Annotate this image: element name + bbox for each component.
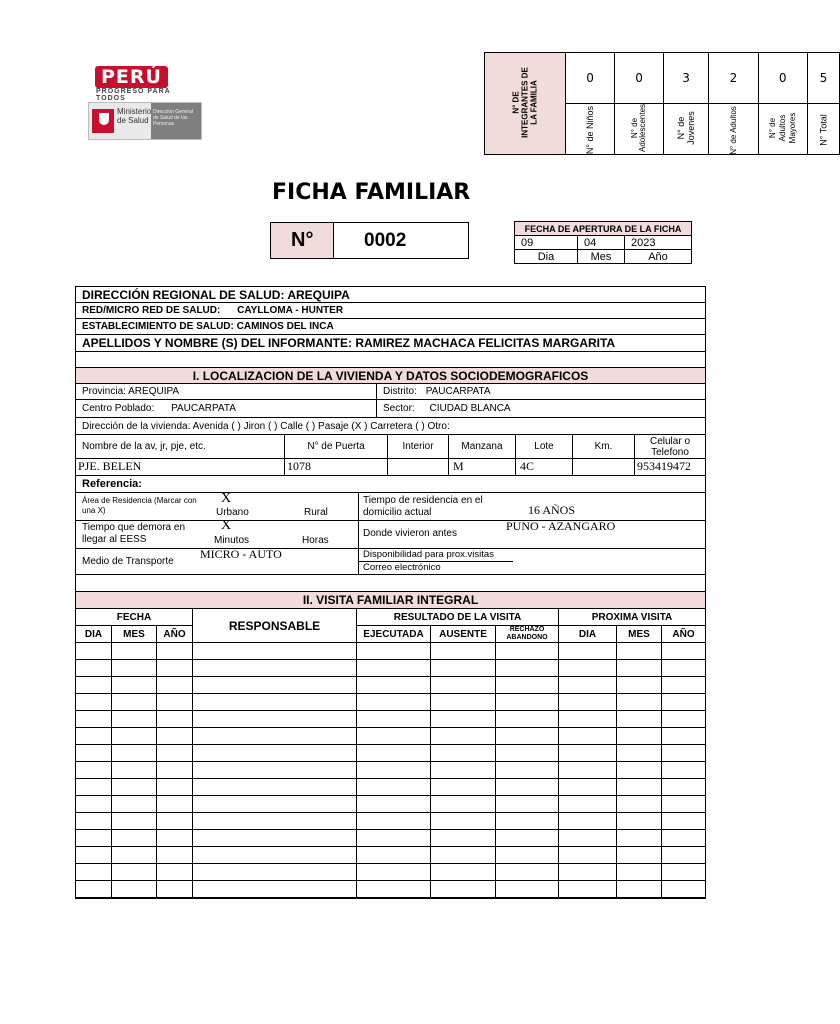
- vivieron-label: Donde vivieron antes: [358, 521, 513, 548]
- visit-cell: [76, 660, 112, 677]
- area-row: [76, 493, 705, 521]
- visit-cell: [357, 796, 431, 813]
- visit-cell: [431, 779, 496, 796]
- visit-cell: [76, 643, 112, 660]
- visit-cell: [193, 830, 357, 847]
- visit-cell: [157, 660, 193, 677]
- visit-cell: [431, 677, 496, 694]
- visit-cell: [496, 779, 559, 796]
- col-prox-mes: MES: [617, 626, 662, 643]
- visit-cell: [662, 660, 706, 677]
- visit-cell: [157, 711, 193, 728]
- addr-header-puerta: N° de Puerta: [284, 435, 387, 458]
- addr-lote: 4C: [515, 459, 572, 475]
- visit-cell: [157, 796, 193, 813]
- visit-cell: [431, 762, 496, 779]
- visit-cell: [112, 677, 157, 694]
- visit-cell: [431, 643, 496, 660]
- visit-cell: [431, 694, 496, 711]
- provincia-row: [76, 384, 705, 400]
- label-jovenes: N° de Jovenes: [676, 110, 697, 145]
- visit-row: [76, 813, 706, 830]
- visit-cell: [617, 864, 662, 881]
- count-total: 5: [819, 71, 828, 85]
- opening-month: 04: [578, 236, 625, 250]
- visit-cell: [617, 830, 662, 847]
- page-title: FICHA FAMILIAR: [272, 180, 471, 205]
- visit-cell: [559, 694, 617, 711]
- visit-cell: [559, 677, 617, 694]
- visit-cell: [76, 762, 112, 779]
- responsable-header: RESPONSABLE: [193, 609, 357, 643]
- visit-cell: [662, 745, 706, 762]
- visit-cell: [662, 728, 706, 745]
- visit-cell: [357, 694, 431, 711]
- visit-cell: [76, 796, 112, 813]
- establecimiento: ESTABLECIMIENTO DE SALUD: CAMINOS DEL INCA: [76, 319, 705, 335]
- visit-row: [76, 745, 706, 762]
- visit-row: [76, 779, 706, 796]
- visit-cell: [662, 677, 706, 694]
- col-ejecutada: EJECUTADA: [357, 626, 431, 643]
- addr-header-nombre: Nombre de la av, jr, pje, etc.: [82, 441, 206, 452]
- visit-cell: [76, 745, 112, 762]
- visit-cell: [496, 711, 559, 728]
- visit-cell: [357, 762, 431, 779]
- direccion-tipo: Dirección de la vivienda: Avenida ( ) Jiron ( ) Calle ( ) Pasaje (X ) Carretera ( ) Otro:: [76, 418, 705, 435]
- visit-cell: [357, 677, 431, 694]
- visit-cell: [193, 728, 357, 745]
- visit-cell: [559, 711, 617, 728]
- visit-cell: [76, 711, 112, 728]
- visit-cell: [617, 660, 662, 677]
- area-label: Área de Residencia (Marcar con una X): [82, 496, 197, 515]
- minutos-label: Minutos: [214, 535, 250, 546]
- provincia-label: Provincia:: [82, 386, 126, 397]
- visit-cell: [112, 745, 157, 762]
- label-ninos: N° de Niños: [585, 105, 596, 155]
- visit-cell: [357, 830, 431, 847]
- visit-cell: [157, 728, 193, 745]
- visit-cell: [76, 779, 112, 796]
- visit-cell: [112, 694, 157, 711]
- visit-cell: [559, 830, 617, 847]
- visit-cell: [157, 847, 193, 864]
- visit-cell: [193, 864, 357, 881]
- addr-nombre: PJE. BELEN: [78, 459, 142, 473]
- addr-header-manzana: Manzana: [448, 435, 515, 458]
- red-salud-value: CAYLLOMA - HUNTER: [237, 305, 344, 316]
- visit-cell: [193, 677, 357, 694]
- addr-header-lote: Lote: [515, 435, 572, 458]
- addr-puerta: 1078: [284, 459, 387, 475]
- visit-cell: [157, 762, 193, 779]
- label-adultos: N° de Adultos: [728, 106, 738, 155]
- visit-cell: [431, 830, 496, 847]
- visit-cell: [559, 745, 617, 762]
- visit-cell: [559, 762, 617, 779]
- visit-row: [76, 728, 706, 745]
- visit-cell: [431, 813, 496, 830]
- logo-tagline: PROGRESO PARA TODOS: [96, 88, 171, 102]
- visit-cell: [193, 762, 357, 779]
- addr-celular: 953419472: [634, 459, 705, 475]
- visit-cell: [496, 660, 559, 677]
- transporte-label: Medio de Transporte: [82, 556, 174, 567]
- visit-row: [76, 677, 706, 694]
- visit-cell: [559, 864, 617, 881]
- urbano-label: Urbano: [216, 507, 249, 518]
- proxima-header: PROXIMA VISITA: [559, 609, 706, 626]
- count-ninos: 0: [586, 71, 594, 85]
- address-value-row: [76, 459, 705, 476]
- col-prox-dia: DIA: [559, 626, 617, 643]
- count-jovenes: 3: [682, 71, 690, 85]
- direction-name: Dirección General de Salud de las Personas: [153, 109, 194, 127]
- visit-cell: [431, 728, 496, 745]
- resultado-header: RESULTADO DE LA VISITA: [357, 609, 559, 626]
- visit-cell: [76, 847, 112, 864]
- visit-cell: [76, 728, 112, 745]
- visit-cell: [617, 745, 662, 762]
- visit-cell: [617, 779, 662, 796]
- disponibilidad-label: Disponibilidad para prox.visitas: [358, 549, 513, 562]
- visit-cell: [157, 694, 193, 711]
- visit-cell: [76, 830, 112, 847]
- visit-cell: [357, 864, 431, 881]
- visit-cell: [559, 847, 617, 864]
- year-label: Año: [625, 250, 692, 264]
- ministry-name: Ministerio de Salud: [117, 107, 152, 125]
- col-mes: MES: [112, 626, 157, 643]
- visit-cell: [76, 677, 112, 694]
- visit-row: [76, 796, 706, 813]
- tiempo-mark: X: [221, 518, 232, 533]
- visit-cell: [112, 796, 157, 813]
- sector-label: Sector:: [383, 403, 415, 414]
- visit-cell: [112, 847, 157, 864]
- col-prox-anio: AÑO: [662, 626, 706, 643]
- visit-cell: [193, 847, 357, 864]
- visit-cell: [662, 864, 706, 881]
- tiempo-residencia-label: Tiempo de residencia en el domicilio actual: [358, 493, 513, 520]
- visit-cell: [431, 660, 496, 677]
- family-counts-table: [484, 52, 840, 155]
- visit-row: [76, 830, 706, 847]
- visit-table: [75, 608, 706, 898]
- visit-cell: [193, 813, 357, 830]
- visit-cell: [157, 643, 193, 660]
- visit-cell: [617, 796, 662, 813]
- visit-cell: [357, 881, 431, 898]
- visit-row: [76, 694, 706, 711]
- addr-header-km: Km.: [572, 435, 634, 458]
- visit-cell: [431, 847, 496, 864]
- visit-cell: [662, 762, 706, 779]
- tiempo-residencia: 16 AÑOS: [528, 503, 576, 517]
- visit-cell: [431, 745, 496, 762]
- visit-cell: [496, 830, 559, 847]
- visit-cell: [431, 711, 496, 728]
- visit-cell: [496, 728, 559, 745]
- col-rechazo: RECHAZO ABANDONO: [496, 626, 559, 643]
- visit-cell: [617, 847, 662, 864]
- visit-cell: [617, 643, 662, 660]
- label-total: N° Total: [818, 114, 829, 146]
- fecha-header: FECHA: [76, 609, 193, 626]
- visit-cell: [431, 796, 496, 813]
- visit-cell: [76, 694, 112, 711]
- informante: APELLIDOS Y NOMBRE (S) DEL INFORMANTE: RAMIREZ MACHACA FELICITAS MARGARITA: [76, 335, 705, 352]
- centro-label: Centro Poblado:: [82, 403, 155, 414]
- addr-km: [572, 459, 634, 475]
- visit-cell: [357, 643, 431, 660]
- col-ausente: AUSENTE: [431, 626, 496, 643]
- visit-cell: [559, 660, 617, 677]
- family-form: [75, 286, 706, 899]
- visit-cell: [193, 711, 357, 728]
- distrito-label: Distrito:: [383, 386, 417, 397]
- ficha-number: 0002: [333, 223, 468, 258]
- visit-cell: [193, 881, 357, 898]
- visit-cell: [431, 881, 496, 898]
- visit-cell: [357, 813, 431, 830]
- family-counts-title-cell: [485, 53, 566, 155]
- red-salud-row: [76, 303, 705, 319]
- visit-cell: [617, 813, 662, 830]
- visit-cell: [617, 728, 662, 745]
- visit-cell: [496, 762, 559, 779]
- distrito-value: PAUCARPATA: [425, 386, 491, 397]
- family-counts-title: N° DE INTEGRANTES DE LA FAMILIA: [511, 66, 539, 138]
- visit-cell: [559, 813, 617, 830]
- visit-row: [76, 881, 706, 898]
- visit-cell: [559, 643, 617, 660]
- visit-cell: [112, 660, 157, 677]
- visit-cell: [559, 728, 617, 745]
- visit-cell: [112, 762, 157, 779]
- col-anio: AÑO: [157, 626, 193, 643]
- visit-cell: [193, 643, 357, 660]
- tiempo-eess-label: Tiempo que demora en llegar al EESS: [82, 522, 186, 545]
- referencia: Referencia:: [76, 476, 705, 493]
- visit-cell: [559, 796, 617, 813]
- visit-cell: [357, 779, 431, 796]
- visit-cell: [496, 745, 559, 762]
- visit-cell: [357, 728, 431, 745]
- visit-row: [76, 643, 706, 660]
- visit-cell: [157, 830, 193, 847]
- visit-row: [76, 711, 706, 728]
- visit-cell: [112, 643, 157, 660]
- visit-cell: [76, 881, 112, 898]
- visit-cell: [496, 643, 559, 660]
- visit-cell: [617, 711, 662, 728]
- month-label: Mes: [578, 250, 625, 264]
- visit-row: [76, 847, 706, 864]
- visit-cell: [496, 881, 559, 898]
- minsa-logo: [88, 102, 202, 140]
- visit-cell: [662, 881, 706, 898]
- red-salud-label: RED/MICRO RED DE SALUD:: [82, 305, 221, 316]
- section2-title: II. VISITA FAMILIAR INTEGRAL: [76, 592, 705, 609]
- address-header-row: [76, 435, 705, 459]
- eess-row: [76, 518, 705, 549]
- visit-cell: [193, 779, 357, 796]
- visit-cell: [112, 830, 157, 847]
- visit-cell: [496, 694, 559, 711]
- transporte-row: [76, 549, 705, 575]
- count-adultos-mayores: 0: [778, 71, 787, 85]
- visit-cell: [193, 660, 357, 677]
- ficha-number-box: [270, 222, 469, 259]
- addr-header-interior: Interior: [387, 435, 448, 458]
- visit-cell: [662, 830, 706, 847]
- opening-year: 2023: [625, 236, 692, 250]
- visit-cell: [617, 677, 662, 694]
- visit-cell: [662, 694, 706, 711]
- opening-date-table: [514, 221, 692, 264]
- visit-row: [76, 864, 706, 881]
- label-adultos-mayores: N° de Adultos Mayores: [767, 112, 797, 144]
- visit-cell: [157, 881, 193, 898]
- visit-cell: [357, 660, 431, 677]
- area-mark: X: [221, 491, 232, 506]
- visit-cell: [157, 864, 193, 881]
- visit-cell: [559, 779, 617, 796]
- section1-title: I. LOCALIZACION DE LA VIVIENDA Y DATOS SOCIODEMOGRAFICOS: [76, 368, 705, 384]
- visit-cell: [157, 779, 193, 796]
- visit-rows: [76, 643, 706, 898]
- visit-cell: [617, 762, 662, 779]
- provincia-value: AREQUIPA: [128, 386, 180, 397]
- visit-cell: [193, 796, 357, 813]
- label-adolescentes: N° de Adolescentes: [630, 103, 648, 152]
- sector-value: CIUDAD BLANCA: [429, 403, 511, 414]
- visit-cell: [662, 796, 706, 813]
- visit-cell: [662, 847, 706, 864]
- vivieron-value: PUNO - AZANGARO: [506, 519, 616, 533]
- visit-cell: [112, 881, 157, 898]
- visit-cell: [617, 881, 662, 898]
- addr-header-celular: Celular o Telefono: [634, 435, 705, 458]
- visit-cell: [112, 711, 157, 728]
- rural-label: Rural: [304, 507, 328, 518]
- visit-cell: [617, 694, 662, 711]
- visit-cell: [662, 813, 706, 830]
- addr-interior: [387, 459, 448, 475]
- correo-label: Correo electrónico: [358, 562, 513, 574]
- visit-cell: [112, 813, 157, 830]
- visit-row: [76, 660, 706, 677]
- opening-date-title: FECHA DE APERTURA DE LA FICHA: [515, 222, 692, 236]
- visit-cell: [76, 813, 112, 830]
- visit-cell: [496, 864, 559, 881]
- visit-cell: [112, 864, 157, 881]
- visit-row: [76, 762, 706, 779]
- visit-cell: [357, 745, 431, 762]
- centro-value: PAUCARPATA: [171, 403, 236, 414]
- visit-cell: [193, 694, 357, 711]
- direccion-regional: DIRECCIÓN REGIONAL DE SALUD: AREQUIPA: [76, 287, 705, 303]
- visit-cell: [662, 779, 706, 796]
- visit-cell: [496, 847, 559, 864]
- visit-cell: [157, 813, 193, 830]
- visit-cell: [357, 711, 431, 728]
- centro-row: [76, 400, 705, 418]
- visit-cell: [496, 813, 559, 830]
- visit-cell: [193, 745, 357, 762]
- visit-cell: [559, 881, 617, 898]
- visit-cell: [157, 745, 193, 762]
- col-dia: DIA: [76, 626, 112, 643]
- peru-logo: PERÚ: [95, 66, 168, 88]
- visit-cell: [76, 864, 112, 881]
- visit-cell: [662, 643, 706, 660]
- count-adultos: 2: [729, 71, 738, 85]
- horas-label: Horas: [302, 535, 329, 546]
- visit-cell: [496, 796, 559, 813]
- visit-cell: [112, 728, 157, 745]
- visit-cell: [431, 864, 496, 881]
- visit-cell: [157, 677, 193, 694]
- count-adolescentes: 0: [635, 71, 643, 85]
- day-label: Dia: [515, 250, 578, 264]
- ficha-number-label: N°: [291, 229, 314, 251]
- transporte-value: MICRO - AUTO: [200, 547, 282, 561]
- visit-cell: [112, 779, 157, 796]
- visit-cell: [496, 677, 559, 694]
- visit-cell: [662, 711, 706, 728]
- addr-manzana: M: [448, 459, 515, 475]
- visit-cell: [357, 847, 431, 864]
- opening-day: 09: [515, 236, 578, 250]
